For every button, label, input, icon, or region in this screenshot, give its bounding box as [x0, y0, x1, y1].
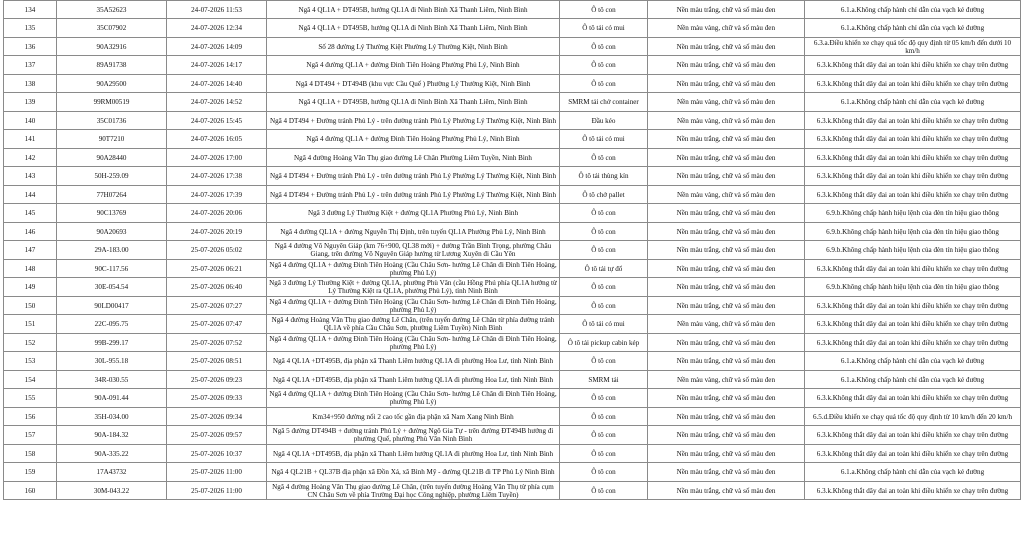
row-number-cell: 153: [4, 352, 57, 371]
plate-cell: 30M-043.22: [57, 482, 167, 500]
time-cell: 24-07-2026 20:19: [167, 223, 267, 241]
plate-cell: 35C07902: [57, 19, 167, 38]
row-number-cell: 150: [4, 297, 57, 315]
table-row: [4, 93, 1021, 112]
plate-cell: 30E-054.54: [57, 278, 167, 297]
plate-color-cell: Nền màu trắng, chữ và số màu đen: [648, 223, 805, 241]
row-number-cell: 140: [4, 112, 57, 130]
plate-color-cell: Nền màu trắng, chữ và số màu đen: [648, 389, 805, 408]
plate-color-cell: Nền màu vàng, chữ và số màu đen: [648, 371, 805, 389]
violation-table: [3, 0, 1021, 500]
violation-cell: 6.1.a.Không chấp hành chỉ dẫn của vạch kẻ đường: [805, 371, 1021, 389]
vehicle-type-cell: Ô tô con: [560, 38, 648, 56]
plate-color-cell: Nền màu trắng, chữ và số màu đen: [648, 1, 805, 19]
violation-cell: 6.9.b.Không chấp hành hiệu lệnh của đèn tín hiệu giao thông: [805, 278, 1021, 297]
vehicle-type-cell: Ô tô con: [560, 389, 648, 408]
vehicle-type-cell: Ô tô con: [560, 408, 648, 426]
row-number-cell: 152: [4, 334, 57, 352]
table-row: [4, 352, 1021, 371]
violation-cell: 6.3.k.Không thắt dây đai an toàn khi điều khiển xe chạy trên đường: [805, 149, 1021, 167]
violation-cell: 6.3.k.Không thắt dây đai an toàn khi điều khiển xe chạy trên đường: [805, 56, 1021, 75]
time-cell: 25-07-2026 06:21: [167, 260, 267, 278]
plate-color-cell: Nền màu trắng, chữ và số màu đen: [648, 482, 805, 500]
row-number-cell: 148: [4, 260, 57, 278]
violation-cell: 6.9.b.Không chấp hành hiệu lệnh của đèn tín hiệu giao thông: [805, 223, 1021, 241]
table-row: [4, 130, 1021, 149]
time-cell: 25-07-2026 09:34: [167, 408, 267, 426]
time-cell: 25-07-2026 07:27: [167, 297, 267, 315]
location-cell: Km34+950 đường nối 2 cao tốc gần địa phận xã Nam Xang Ninh Bình: [267, 408, 560, 426]
location-cell: Ngã 4 đường Võ Nguyên Giáp (km 76+900, QL38 mới) + đường Trần Bình Trọng, phường Châu Giang, trên đường Võ Nguyên Giáp hướng từ Lương Xuyên đi Cầu Yên: [267, 241, 560, 260]
plate-color-cell: Nền màu trắng, chữ và số màu đen: [648, 149, 805, 167]
location-cell: Ngã 4 DT494 + DT494B (khu vực Cầu Quế ) Phường Lý Thường Kiệt, Ninh Bình: [267, 75, 560, 93]
table-row: [4, 1, 1021, 19]
plate-color-cell: Nền màu trắng, chữ và số màu đen: [648, 297, 805, 315]
plate-cell: 90A20693: [57, 223, 167, 241]
plate-color-cell: Nền màu trắng, chữ và số màu đen: [648, 334, 805, 352]
table-row: [4, 482, 1021, 500]
location-cell: Ngã 4 đường QL1A + đường Nguyễn Thị Định, trên tuyến QL1A Phường Phủ Lý, Ninh Bình: [267, 223, 560, 241]
plate-cell: 90LD00417: [57, 297, 167, 315]
plate-color-cell: Nền màu trắng, chữ và số màu đen: [648, 260, 805, 278]
table-row: [4, 56, 1021, 75]
violation-cell: 6.5.d.Điều khiển xe chạy quá tốc độ quy định từ 10 km/h đến 20 km/h: [805, 408, 1021, 426]
location-cell: Ngã 4 đường QL1A + đường Đinh Tiên Hoàng Phường Phủ Lý, Ninh Bình: [267, 130, 560, 149]
violation-cell: 6.3.k.Không thắt dây đai an toàn khi điều khiển xe chạy trên đường: [805, 482, 1021, 500]
violation-cell: 6.1.a.Không chấp hành chỉ dẫn của vạch kẻ đường: [805, 463, 1021, 482]
plate-color-cell: Nền màu trắng, chữ và số màu đen: [648, 352, 805, 371]
violation-cell: 6.1.a.Không chấp hành chỉ dẫn của vạch kẻ đường: [805, 352, 1021, 371]
table-row: [4, 315, 1021, 334]
plate-color-cell: Nền màu trắng, chữ và số màu đen: [648, 426, 805, 445]
vehicle-type-cell: Ô tô con: [560, 482, 648, 500]
time-cell: 25-07-2026 07:47: [167, 315, 267, 334]
vehicle-type-cell: Ô tô tải tự đổ: [560, 260, 648, 278]
time-cell: 25-07-2026 10:37: [167, 445, 267, 463]
time-cell: 25-07-2026 11:00: [167, 463, 267, 482]
violation-cell: 6.3.k.Không thắt dây đai an toàn khi điều khiển xe chạy trên đường: [805, 167, 1021, 186]
violation-cell: 6.3.k.Không thắt dây đai an toàn khi điều khiển xe chạy trên đường: [805, 426, 1021, 445]
plate-color-cell: Nền màu trắng, chữ và số màu đen: [648, 204, 805, 223]
location-cell: Ngã 4 đường QL1A + đường Đinh Tiên Hoàng (Cầu Châu Sơn- hướng Lê Chân đi Đinh Tiên Hoàng, phường Phủ Lý): [267, 260, 560, 278]
violation-cell: 6.3.k.Không thắt dây đai an toàn khi điều khiển xe chạy trên đường: [805, 112, 1021, 130]
plate-cell: 90A-091.44: [57, 389, 167, 408]
plate-cell: 90T7210: [57, 130, 167, 149]
row-number-cell: 151: [4, 315, 57, 334]
location-cell: Ngã 4 đường Hoàng Văn Thụ giao đường Lê Chân Phường Liêm Tuyền, Ninh Bình: [267, 149, 560, 167]
location-cell: Ngã 4 DT494 + Đường tránh Phủ Lý - trên đường tránh Phủ Lý Phường Lý Thường Kiệt, Ninh Bình: [267, 167, 560, 186]
table-row: [4, 167, 1021, 186]
row-number-cell: 137: [4, 56, 57, 75]
plate-color-cell: Nền màu trắng, chữ và số màu đen: [648, 56, 805, 75]
location-cell: Ngã 4 QL1A +DT495B, địa phận xã Thanh Liêm hướng QL1A đi phường Hoa Lư, tỉnh Ninh Bình: [267, 371, 560, 389]
location-cell: Ngã 4 DT494 + Đường tránh Phủ Lý - trên đường tránh Phủ Lý Phường Lý Thường Kiệt, Ninh Bình: [267, 186, 560, 204]
location-cell: Ngã 3 đường Lý Thường Kiệt + đường QL1A, phường Phù Vân (cầu Hồng Phú phía QL1A hướng từ Lý Thường Kiệt ra QL1A, phường Phủ Lý), tỉnh Ninh Bình: [267, 278, 560, 297]
row-number-cell: 146: [4, 223, 57, 241]
location-cell: Số 28 đường Lý Thường Kiệt Phường Lý Thường Kiệt, Ninh Bình: [267, 38, 560, 56]
vehicle-type-cell: Ô tô tải có mui: [560, 130, 648, 149]
table-row: [4, 204, 1021, 223]
table-row: [4, 334, 1021, 352]
vehicle-type-cell: SMRM tải chở container: [560, 93, 648, 112]
table-row: [4, 278, 1021, 297]
row-number-cell: 160: [4, 482, 57, 500]
vehicle-type-cell: Ô tô con: [560, 223, 648, 241]
time-cell: 25-07-2026 09:57: [167, 426, 267, 445]
plate-cell: 77H07264: [57, 186, 167, 204]
row-number-cell: 138: [4, 75, 57, 93]
vehicle-type-cell: Ô tô con: [560, 445, 648, 463]
location-cell: Ngã 4 đường Hoàng Văn Thụ giao đường Lê Chân, (trên tuyến đường Hoàng Văn Thụ từ phía cụm CN Châu Sơn về phía Trường Đại học Công nghiệp, phường Liêm Tuyền): [267, 482, 560, 500]
time-cell: 24-07-2026 15:45: [167, 112, 267, 130]
violation-cell: 6.3.k.Không thắt dây đai an toàn khi điều khiển xe chạy trên đường: [805, 389, 1021, 408]
row-number-cell: 147: [4, 241, 57, 260]
vehicle-type-cell: Ô tô tải có mui: [560, 19, 648, 38]
table-row: [4, 445, 1021, 463]
vehicle-type-cell: Ô tô con: [560, 297, 648, 315]
violation-cell: 6.3.k.Không thắt dây đai an toàn khi điều khiển xe chạy trên đường: [805, 297, 1021, 315]
plate-color-cell: Nền màu trắng, chữ và số màu đen: [648, 278, 805, 297]
row-number-cell: 149: [4, 278, 57, 297]
violation-cell: 6.1.a.Không chấp hành chỉ dẫn của vạch kẻ đường: [805, 1, 1021, 19]
row-number-cell: 142: [4, 149, 57, 167]
plate-cell: 50H-259.09: [57, 167, 167, 186]
table-row: [4, 149, 1021, 167]
time-cell: 24-07-2026 20:06: [167, 204, 267, 223]
row-number-cell: 157: [4, 426, 57, 445]
row-number-cell: 159: [4, 463, 57, 482]
vehicle-type-cell: Ô tô con: [560, 352, 648, 371]
time-cell: 24-07-2026 17:39: [167, 186, 267, 204]
plate-color-cell: Nền màu trắng, chữ và số màu đen: [648, 130, 805, 149]
plate-cell: 22C-095.75: [57, 315, 167, 334]
row-number-cell: 136: [4, 38, 57, 56]
plate-cell: 35A52623: [57, 1, 167, 19]
time-cell: 24-07-2026 16:05: [167, 130, 267, 149]
violation-cell: 6.3.a.Điều khiển xe chạy quá tốc độ quy định từ 05 km/h đến dưới 10 km/h: [805, 38, 1021, 56]
time-cell: 25-07-2026 06:40: [167, 278, 267, 297]
plate-cell: 90A-335.22: [57, 445, 167, 463]
row-number-cell: 143: [4, 167, 57, 186]
vehicle-type-cell: Ô tô con: [560, 1, 648, 19]
violation-cell: 6.3.k.Không thắt dây đai an toàn khi điều khiển xe chạy trên đường: [805, 334, 1021, 352]
vehicle-type-cell: Ô tô con: [560, 204, 648, 223]
table-row: [4, 389, 1021, 408]
location-cell: Ngã 4 QL1A + DT495B, hướng QL1A đi Ninh Bình Xã Thanh Liêm, Ninh Bình: [267, 19, 560, 38]
plate-cell: 29A-183.00: [57, 241, 167, 260]
location-cell: Ngã 4 đường QL1A + đường Đinh Tiên Hoàng Phường Phủ Lý, Ninh Bình: [267, 56, 560, 75]
time-cell: 25-07-2026 11:00: [167, 482, 267, 500]
row-number-cell: 155: [4, 389, 57, 408]
vehicle-type-cell: Ô tô chở pallet: [560, 186, 648, 204]
table-row: [4, 260, 1021, 278]
location-cell: Ngã 4 QL1A +DT495B, địa phận xã Thanh Liêm hướng QL1A đi phường Hoa Lư, tỉnh Ninh Bình: [267, 352, 560, 371]
row-number-cell: 141: [4, 130, 57, 149]
plate-color-cell: Nền màu trắng, chữ và số màu đen: [648, 167, 805, 186]
vehicle-type-cell: Ô tô con: [560, 241, 648, 260]
vehicle-type-cell: Ô tô con: [560, 149, 648, 167]
location-cell: Ngã 4 QL1A + DT495B, hướng QL1A đi Ninh Bình Xã Thanh Liêm, Ninh Bình: [267, 1, 560, 19]
location-cell: Ngã 5 đường DT494B + đường tránh Phủ Lý + đường Ngô Gia Tự - trên đường ĐT494B hướng đi phường Quế, phường Phù Vân Ninh Bình: [267, 426, 560, 445]
location-cell: Ngã 4 DT494 + Đường tránh Phủ Lý - trên đường tránh Phủ Lý Phường Lý Thường Kiệt, Ninh Bình: [267, 112, 560, 130]
plate-color-cell: Nền màu trắng, chữ và số màu đen: [648, 75, 805, 93]
plate-color-cell: Nền màu trắng, chữ và số màu đen: [648, 445, 805, 463]
table-row: [4, 112, 1021, 130]
plate-cell: 35C01736: [57, 112, 167, 130]
violation-cell: 6.3.k.Không thắt dây đai an toàn khi điều khiển xe chạy trên đường: [805, 75, 1021, 93]
row-number-cell: 139: [4, 93, 57, 112]
time-cell: 24-07-2026 12:34: [167, 19, 267, 38]
violation-cell: 6.3.k.Không thắt dây đai an toàn khi điều khiển xe chạy trên đường: [805, 445, 1021, 463]
violation-cell: 6.1.a.Không chấp hành chỉ dẫn của vạch kẻ đường: [805, 93, 1021, 112]
table-row: [4, 19, 1021, 38]
plate-color-cell: Nền màu vàng, chữ và số màu đen: [648, 315, 805, 334]
row-number-cell: 156: [4, 408, 57, 426]
vehicle-type-cell: Ô tô con: [560, 75, 648, 93]
vehicle-type-cell: Ô tô tải pickup cabin kép: [560, 334, 648, 352]
plate-color-cell: Nền màu vàng, chữ và số màu đen: [648, 93, 805, 112]
violation-cell: 6.3.k.Không thắt dây đai an toàn khi điều khiển xe chạy trên đường: [805, 260, 1021, 278]
vehicle-type-cell: Ô tô tải thùng kín: [560, 167, 648, 186]
location-cell: Ngã 4 đường QL1A + đường Đinh Tiên Hoàng (Cầu Châu Sơn- hướng Lê Chân đi Đinh Tiên Hoàng, phường Phủ Lý): [267, 389, 560, 408]
row-number-cell: 145: [4, 204, 57, 223]
row-number-cell: 154: [4, 371, 57, 389]
table-row: [4, 408, 1021, 426]
row-number-cell: 144: [4, 186, 57, 204]
violation-cell: 6.1.a.Không chấp hành chỉ dẫn của vạch kẻ đường: [805, 19, 1021, 38]
plate-cell: 90C-117.56: [57, 260, 167, 278]
location-cell: Ngã 4 QL1A + DT495B, hướng QL1A đi Ninh Bình Xã Thanh Liêm, Ninh Bình: [267, 93, 560, 112]
location-cell: Ngã 4 đường QL1A + đường Đinh Tiên Hoàng (Cầu Châu Sơn- hướng Lê Chân đi Đinh Tiên Hoàng, phường Phủ Lý): [267, 297, 560, 315]
vehicle-type-cell: SMRM tải: [560, 371, 648, 389]
table-row: [4, 463, 1021, 482]
plate-cell: 90A28440: [57, 149, 167, 167]
violation-cell: 6.3.k.Không thắt dây đai an toàn khi điều khiển xe chạy trên đường: [805, 186, 1021, 204]
vehicle-type-cell: Ô tô con: [560, 278, 648, 297]
violation-cell: 6.3.k.Không thắt dây đai an toàn khi điều khiển xe chạy trên đường: [805, 315, 1021, 334]
plate-color-cell: Nền màu trắng, chữ và số màu đen: [648, 463, 805, 482]
time-cell: 24-07-2026 14:40: [167, 75, 267, 93]
location-cell: Ngã 4 QL1A +DT495B, địa phận xã Thanh Liêm hướng QL1A đi phường Hoa Lư, tỉnh Ninh Bình: [267, 445, 560, 463]
vehicle-type-cell: Ô tô con: [560, 56, 648, 75]
vehicle-type-cell: Đầu kéo: [560, 112, 648, 130]
plate-cell: 30L-955.18: [57, 352, 167, 371]
plate-cell: 90C13769: [57, 204, 167, 223]
table-row: [4, 297, 1021, 315]
violation-cell: 6.9.b.Không chấp hành hiệu lệnh của đèn tín hiệu giao thông: [805, 241, 1021, 260]
table-row: [4, 186, 1021, 204]
table-row: [4, 371, 1021, 389]
time-cell: 24-07-2026 17:00: [167, 149, 267, 167]
plate-cell: 34R-030.55: [57, 371, 167, 389]
plate-color-cell: Nền màu vàng, chữ và số màu đen: [648, 112, 805, 130]
location-cell: Ngã 3 đường Lý Thường Kiệt + đường QL1A Phường Phủ Lý, Ninh Bình: [267, 204, 560, 223]
location-cell: Ngã 4 đường QL1A + đường Đinh Tiên Hoàng (Cầu Châu Sơn- hướng Lê Chân đi Đinh Tiên Hoàng, phường Phủ Lý): [267, 334, 560, 352]
vehicle-type-cell: Ô tô con: [560, 463, 648, 482]
plate-cell: 90A29500: [57, 75, 167, 93]
vehicle-type-cell: Ô tô con: [560, 426, 648, 445]
time-cell: 24-07-2026 14:52: [167, 93, 267, 112]
plate-cell: 90A32916: [57, 38, 167, 56]
plate-cell: 99RM00519: [57, 93, 167, 112]
plate-cell: 99B-299.17: [57, 334, 167, 352]
plate-cell: 90A-184.32: [57, 426, 167, 445]
time-cell: 25-07-2026 07:52: [167, 334, 267, 352]
table-row: [4, 38, 1021, 56]
table-row: [4, 75, 1021, 93]
time-cell: 25-07-2026 09:33: [167, 389, 267, 408]
row-number-cell: 158: [4, 445, 57, 463]
vehicle-type-cell: Ô tô tải có mui: [560, 315, 648, 334]
time-cell: 24-07-2026 17:38: [167, 167, 267, 186]
time-cell: 24-07-2026 14:17: [167, 56, 267, 75]
table-row: [4, 223, 1021, 241]
plate-cell: 35H-034.00: [57, 408, 167, 426]
plate-color-cell: Nền màu trắng, chữ và số màu đen: [648, 38, 805, 56]
row-number-cell: 135: [4, 19, 57, 38]
violation-cell: 6.3.k.Không thắt dây đai an toàn khi điều khiển xe chạy trên đường: [805, 130, 1021, 149]
time-cell: 25-07-2026 09:23: [167, 371, 267, 389]
table-row: [4, 426, 1021, 445]
plate-color-cell: Nền màu trắng, chữ và số màu đen: [648, 408, 805, 426]
time-cell: 25-07-2026 05:02: [167, 241, 267, 260]
time-cell: 24-07-2026 11:53: [167, 1, 267, 19]
plate-cell: 17A43732: [57, 463, 167, 482]
plate-color-cell: Nền màu vàng, chữ và số màu đen: [648, 19, 805, 38]
plate-color-cell: Nền màu trắng, chữ và số màu đen: [648, 241, 805, 260]
location-cell: Ngã 4 đường Hoàng Văn Thụ giao đường Lê Chân, (trên tuyến đường Lê Chân từ phía đường tránh QL1A về phía Cầu Châu Sơn, phường Liêm Tuyền) Ninh Bình: [267, 315, 560, 334]
violation-cell: 6.9.b.Không chấp hành hiệu lệnh của đèn tín hiệu giao thông: [805, 204, 1021, 223]
time-cell: 24-07-2026 14:09: [167, 38, 267, 56]
table-row: [4, 241, 1021, 260]
time-cell: 25-07-2026 08:51: [167, 352, 267, 371]
location-cell: Ngã 4 QL21B + QL37B địa phận xã Đồn Xá, xã Bình Mỹ - đường QL21B đi TP Phủ Lý Ninh Bình: [267, 463, 560, 482]
plate-color-cell: Nền màu vàng, chữ và số màu đen: [648, 186, 805, 204]
row-number-cell: 134: [4, 1, 57, 19]
plate-cell: 89A91738: [57, 56, 167, 75]
